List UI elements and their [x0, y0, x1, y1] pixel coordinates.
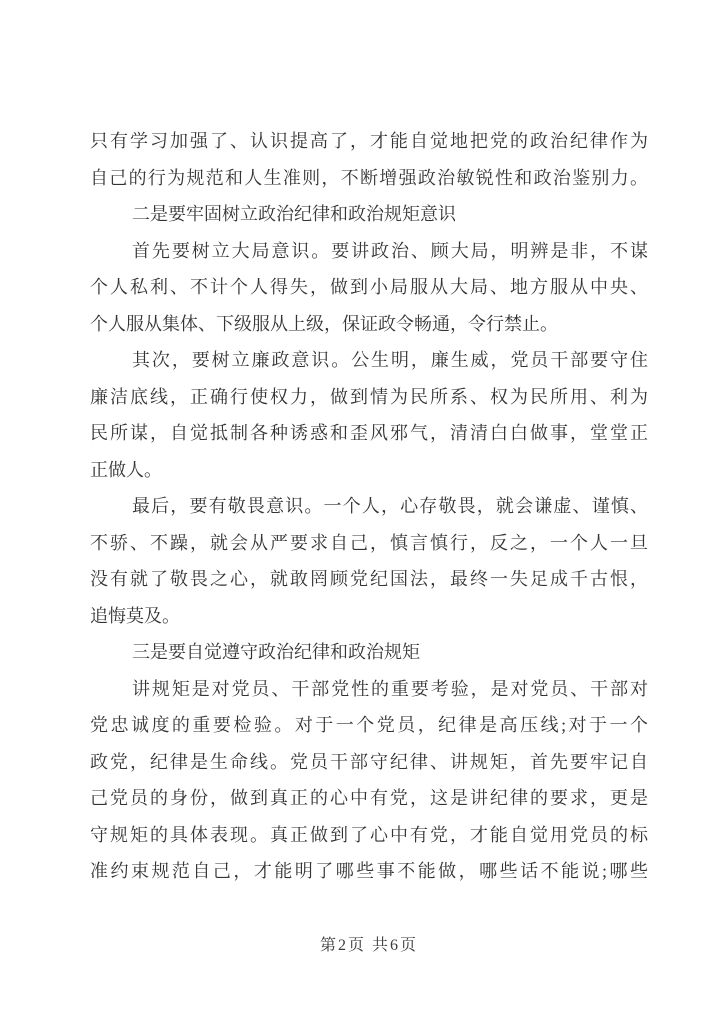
- text-line: 不骄、不躁，就会从严要求自己，慎言慎行，反之，一个人一旦: [90, 532, 648, 553]
- text-line: 民所谋，自觉抵制各种诱惑和歪风邪气，清清白白做事，堂堂正: [90, 423, 648, 443]
- text-line: 只有学习加强了、认识提高了，才能自觉地把党的政治纪律作为: [90, 131, 648, 151]
- page-number-text: 第2页 共6页: [319, 937, 418, 954]
- text-line: 己党员的身份，做到真正的心中有党，这是讲纪律的要求，更是: [90, 788, 648, 808]
- text-line: 守规矩的具体表现。真正做到了心中有党，才能自觉用党员的标: [90, 824, 648, 845]
- text-line: 讲规矩是对党员、干部党性的重要考验，是对党员、干部对: [132, 678, 648, 699]
- text-line: 自己的行为规范和人生准则，不断增强政治敏锐性和政治鉴别力。: [90, 167, 648, 188]
- text-line: 准约束规范自己，才能明了哪些事不能做，哪些话不能说;哪些: [90, 861, 648, 881]
- text-line: 个人私利、不计个人得失，做到小局服从大局、地方服从中央、: [90, 277, 648, 297]
- text-line: 正做人。: [90, 459, 162, 480]
- text-line: 政党，纪律是生命线。党员干部守纪律、讲规矩，首先要牢记自: [90, 751, 648, 772]
- text-line: 追悔莫及。: [90, 605, 180, 626]
- document-body: [90, 123, 648, 890]
- text-line: 个人服从集体、下级服从上级，保证政令畅通，令行禁止。: [90, 313, 558, 334]
- text-line: 三是要自觉遵守政治纪律和政治规矩: [132, 642, 420, 662]
- text-line: 廉洁底线，正确行使权力，做到情为民所系、权为民所用、利为: [90, 386, 648, 407]
- page-footer: [90, 934, 648, 958]
- text-line: 党忠诚度的重要检验。对于一个党员，纪律是高压线;对于一个: [90, 715, 648, 735]
- text-line: 首先要树立大局意识。要讲政治、顾大局，明辨是非，不谋: [132, 240, 648, 261]
- text-line: 二是要牢固树立政治纪律和政治规矩意识: [132, 204, 456, 224]
- text-line: 其次，要树立廉政意识。公生明，廉生威，党员干部要守住: [132, 350, 648, 370]
- text-line: 最后，要有敬畏意识。一个人，心存敬畏，就会谦虚、谨慎、: [132, 496, 648, 516]
- text-line: 没有就了敬畏之心，就敢罔顾党纪国法，最终一失足成千古恨，: [90, 569, 648, 589]
